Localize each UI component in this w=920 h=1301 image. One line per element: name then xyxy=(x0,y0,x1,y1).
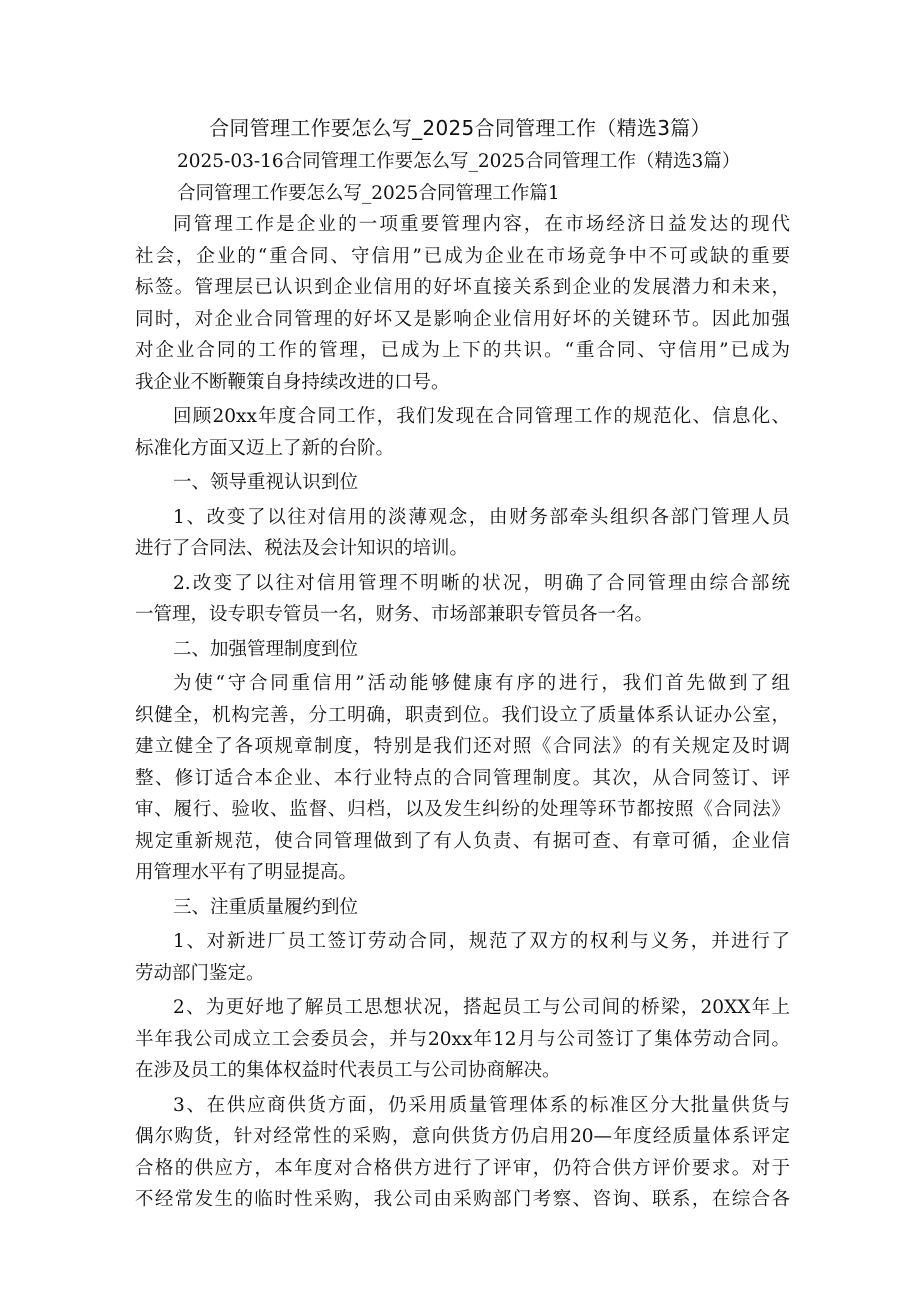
paragraph-line: 偶尔购货，针对经常性的采购，意向供货方仍启用20—年度经质量体系评定 xyxy=(135,1126,790,1147)
paragraph-line: 1、对新进厂员工签订劳动合同，规范了双方的权利与义务，并进行了 xyxy=(173,931,790,952)
paragraph-line: 一管理，设专职专管员一名，财务、市场部兼职专管员各一名。 xyxy=(135,604,654,625)
paragraph-line: 合格的供应方，本年度对合格供方进行了评审，仍符合供方评价要求。对于 xyxy=(135,1157,790,1179)
paragraph-line: 规定重新规范，使合同管理做到了有人负责、有据可查、有章可循，企业信 xyxy=(135,830,790,852)
paragraph-line: 1、改变了以往对信用的淡薄观念，由财务部牵头组织各部门管理人员 xyxy=(173,506,790,528)
paragraph-line: 2、为更好地了解员工思想状况，搭起员工与公司间的桥梁，20XX年上 xyxy=(173,997,790,1018)
paragraph-line: 同时，对企业合同管理的好坏又是影响企业信用好坏的关键环节。因此加强 xyxy=(135,308,790,330)
date-subtitle-line: 2025-03-16合同管理工作要怎么写_2025合同管理工作（精选3篇） xyxy=(177,151,741,172)
paragraph-line: 用管理水平有了明显提高。 xyxy=(135,862,358,883)
paragraph-line: 我企业不断鞭策自身持续改进的口号。 xyxy=(135,371,450,393)
section-title-line: 合同管理工作要怎么写_2025合同管理工作篇1 xyxy=(177,182,560,204)
paragraph-line: 为使“守合同重信用”活动能够健康有序的进行，我们首先做到了组 xyxy=(173,673,790,694)
paragraph-line: 半年我公司成立工会委员会，并与20xx年12月与公司签订了集体劳动合同。 xyxy=(135,1028,790,1050)
section-heading: 二、加强管理制度到位 xyxy=(173,638,359,660)
paragraph-line: 2.改变了以往对信用管理不明晰的状况，明确了合同管理由综合部统 xyxy=(173,572,790,594)
paragraph-line: 对企业合同的工作的管理，已成为上下的共识。“重合同、守信用”已成为 xyxy=(135,340,790,361)
paragraph-line: 社会，企业的“重合同、守信用”已成为企业在市场竞争中不可或缺的重要 xyxy=(135,245,790,267)
paragraph-line: 标准化方面又迈上了新的台阶。 xyxy=(135,437,395,459)
paragraph-line: 织健全，机构完善，分工明确，职责到位。我们设立了质量体系认证办公室， xyxy=(135,704,790,726)
document-body xyxy=(135,146,790,1216)
paragraph-line: 劳动部门鉴定。 xyxy=(135,962,265,984)
paragraph-line: 回顾20xx年度合同工作，我们发现在合同管理工作的规范化、信息化、 xyxy=(173,406,790,427)
paragraph-line: 不经常发生的临时性采购，我公司由采购部门考察、咨询、联系，在综合各 xyxy=(135,1189,790,1210)
section-heading: 一、领导重视认识到位 xyxy=(173,472,359,493)
paragraph-line: 在涉及员工的集体权益时代表员工与公司协商解决。 xyxy=(135,1060,561,1081)
paragraph-line: 同管理工作是企业的一项重要管理内容，在市场经济日益发达的现代 xyxy=(173,214,790,235)
document-title: 合同管理工作要怎么写_2025合同管理工作（精选3篇） xyxy=(209,116,711,140)
paragraph-line: 审、履行、验收、监督、归档，以及发生纠纷的处理等环节都按照《合同法》 xyxy=(135,799,790,820)
paragraph-line: 3、在供应商供货方面，仍采用质量管理体系的标准区分大批量供货与 xyxy=(173,1094,790,1116)
section-heading: 三、注重质量履约到位 xyxy=(173,896,359,918)
paragraph-line: 建立健全了各项规章制度，特别是我们还对照《合同法》的有关规定及时调 xyxy=(135,736,790,757)
paragraph-line: 标签。管理层已认识到企业信用的好坏直接关系到企业的发展潜力和未来， xyxy=(135,277,790,298)
paragraph-line: 进行了合同法、税法及会计知识的培训。 xyxy=(135,538,469,559)
paragraph-line: 整、修订适合本企业、本行业特点的合同管理制度。其次，从合同签订、评 xyxy=(135,767,790,789)
